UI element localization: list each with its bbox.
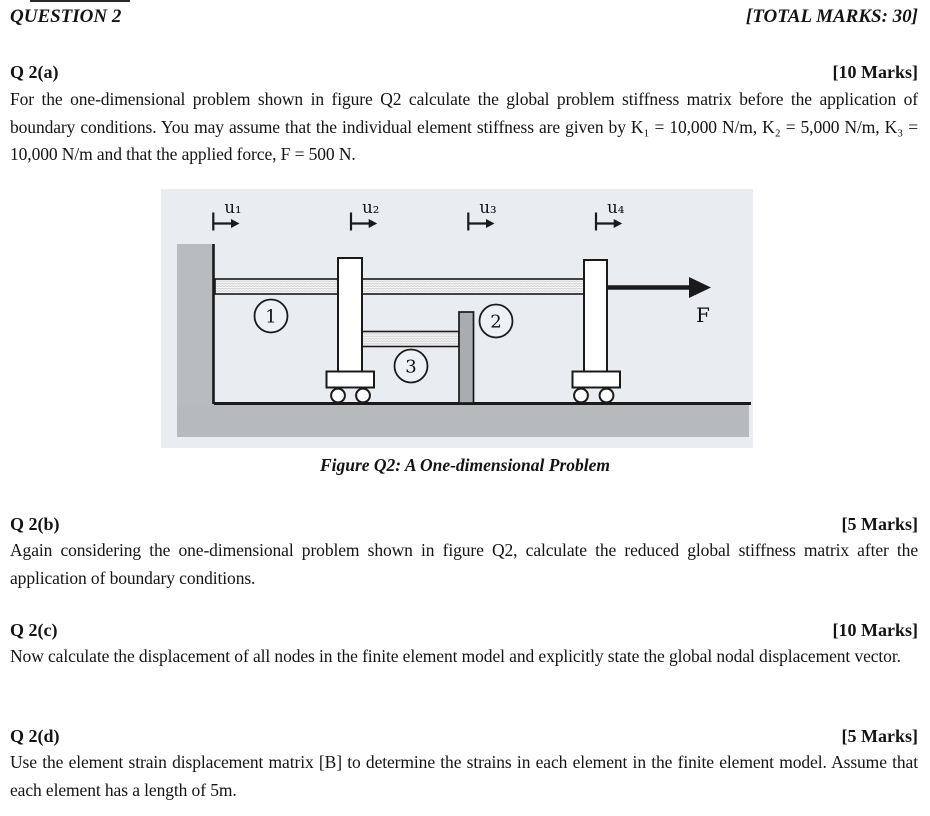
section-c-label: Q 2(c) bbox=[10, 620, 58, 640]
section-b-marks: [5 Marks] bbox=[841, 514, 918, 534]
element-2-number: 2 bbox=[490, 311, 502, 333]
top-bar-elements-1-2 bbox=[215, 279, 584, 294]
section-c-marks: [10 Marks] bbox=[832, 620, 918, 640]
section-d-header bbox=[10, 724, 918, 748]
element-3-marker bbox=[395, 350, 428, 383]
page-header bbox=[10, 4, 918, 30]
section-a-marks: [10 Marks] bbox=[832, 62, 918, 82]
section-d-label: Q 2(d) bbox=[10, 726, 60, 746]
u1-label: u₁ bbox=[224, 198, 242, 217]
section-d-body: Use the element strain displacement matrix [B] to determine the strains in each element in the finite element model. Assume that each element has a length of 5m. bbox=[10, 752, 918, 800]
section-a-header bbox=[10, 60, 918, 84]
u3-label: u₃ bbox=[479, 198, 497, 217]
section-b-header bbox=[10, 512, 918, 536]
section-c-body: Now calculate the displacement of all nodes in the finite element model and explicitly state the global nodal displacement vector. bbox=[10, 646, 901, 666]
section-b-label: Q 2(b) bbox=[10, 514, 60, 534]
u2-label: u₂ bbox=[362, 198, 380, 217]
figure-caption: Figure Q2: A One-dimensional Problem bbox=[319, 455, 611, 475]
lower-bar-element-3 bbox=[357, 332, 459, 347]
u4-label: u₄ bbox=[607, 198, 625, 217]
element-1-number: 1 bbox=[265, 306, 277, 328]
floor-ground bbox=[177, 404, 751, 438]
section-b-body: Again considering the one-dimensional problem shown in figure Q2, calculate the reduced global stiffness matrix after the application of boundary conditions. bbox=[10, 540, 918, 588]
question-title: QUESTION 2 bbox=[10, 6, 122, 27]
element-2-marker bbox=[480, 305, 513, 338]
total-marks: [TOTAL MARKS: 30] bbox=[745, 6, 918, 27]
figure-q2-image bbox=[161, 189, 753, 448]
scan-artifact bbox=[30, 0, 130, 2]
element-3-number: 3 bbox=[405, 356, 417, 378]
force-label: F bbox=[696, 303, 710, 327]
section-a-body: For the one-dimensional problem shown in figure Q2 calculate the global problem stiffness matrix before the application of boundary conditions. You may assume that the individual element stiffness are given by K₁ = 10,000 N/m, K₂ = 5,000 N/m, K₃ = 10,000 N/m and that the applied force, F = 500 N. bbox=[10, 89, 918, 164]
section-a-label: Q 2(a) bbox=[10, 62, 59, 82]
figure-q2 bbox=[161, 189, 753, 448]
section-d-marks: [5 Marks] bbox=[841, 726, 918, 746]
section-c-header bbox=[10, 618, 918, 642]
node-3-post bbox=[459, 312, 474, 403]
element-1-marker bbox=[255, 300, 288, 333]
